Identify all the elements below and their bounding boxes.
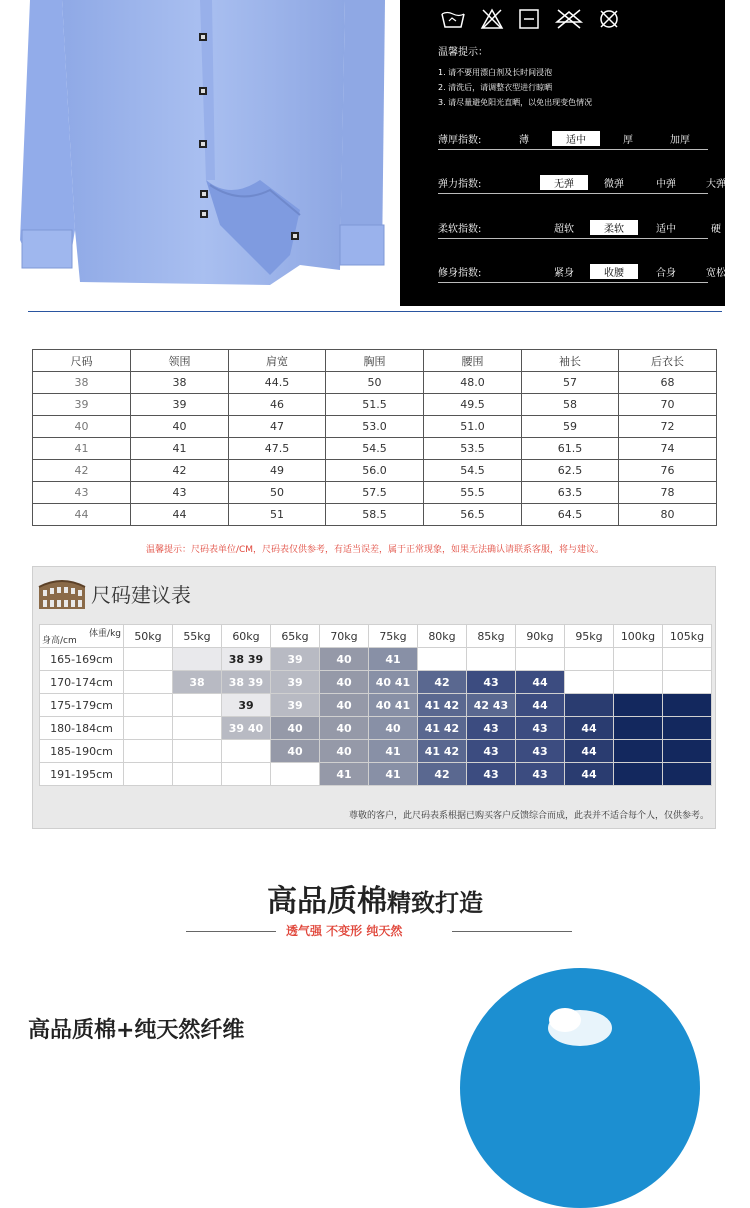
size-cell: 39	[271, 648, 320, 671]
index-option: 超软	[554, 224, 574, 235]
no-bleach-icon	[480, 8, 504, 34]
weight-header: 80kg	[418, 625, 467, 648]
size-cell: 40	[320, 671, 369, 694]
column-header: 腰围	[424, 350, 522, 372]
grid-row	[40, 763, 712, 786]
grid-corner	[40, 625, 124, 648]
size-cell	[124, 671, 173, 694]
size-cell	[663, 694, 712, 717]
table-row	[33, 482, 717, 504]
size-cell: 44	[516, 671, 565, 694]
size-cell	[173, 763, 222, 786]
weight-header: 95kg	[565, 625, 614, 648]
size-cell	[124, 763, 173, 786]
decorative-line	[452, 931, 572, 932]
size-cell	[614, 671, 663, 694]
table-cell: 50	[229, 482, 326, 504]
table-cell: 50	[326, 372, 424, 394]
index-option: 宽松	[706, 268, 726, 279]
size-cell: 41 42	[418, 717, 467, 740]
table-cell: 39	[131, 394, 229, 416]
table-cell: 43	[33, 482, 131, 504]
column-header: 肩宽	[229, 350, 326, 372]
table-cell: 59	[522, 416, 619, 438]
size-cell: 38 39	[222, 648, 271, 671]
table-cell: 56.5	[424, 504, 522, 526]
table-cell: 38	[33, 372, 131, 394]
quality-title-sub: 精致打造	[387, 889, 483, 917]
table-cell: 58.5	[326, 504, 424, 526]
size-cell	[418, 648, 467, 671]
hand-wash-icon	[440, 8, 466, 34]
index-option: 加厚	[670, 135, 690, 146]
size-cell	[614, 717, 663, 740]
size-cell	[565, 648, 614, 671]
weight-header: 60kg	[222, 625, 271, 648]
size-cell	[663, 671, 712, 694]
size-cell: 38 39	[222, 671, 271, 694]
table-cell: 70	[619, 394, 717, 416]
grid-row	[40, 671, 712, 694]
table-cell: 47	[229, 416, 326, 438]
table-cell: 49	[229, 460, 326, 482]
index-label: 修身指数:	[438, 268, 482, 279]
table-cell: 48.0	[424, 372, 522, 394]
table-cell: 72	[619, 416, 717, 438]
size-cell: 40 41	[369, 671, 418, 694]
recommendation-title: 尺码建议表	[91, 583, 191, 607]
care-tips	[438, 65, 592, 110]
size-cell	[614, 648, 663, 671]
grid-row	[40, 717, 712, 740]
table-cell: 41	[33, 438, 131, 460]
size-cell	[565, 694, 614, 717]
size-cell: 41	[369, 648, 418, 671]
index-option-selected: 适中	[552, 131, 600, 146]
index-option-selected: 收腰	[590, 264, 638, 279]
size-cell	[124, 648, 173, 671]
table-cell: 76	[619, 460, 717, 482]
index-option: 合身	[656, 268, 676, 279]
recommendation-footnote: 尊敬的客户，此尺码表系根据已购买客户反馈综合而成，此表并不适合每个人，仅供参考。	[348, 811, 709, 821]
column-header: 袖长	[522, 350, 619, 372]
table-cell: 78	[619, 482, 717, 504]
size-cell	[173, 740, 222, 763]
table-cell: 44	[33, 504, 131, 526]
height-label: 165-169cm	[40, 648, 124, 671]
size-cell	[516, 648, 565, 671]
weight-header: 65kg	[271, 625, 320, 648]
size-cell: 43	[516, 740, 565, 763]
table-cell: 47.5	[229, 438, 326, 460]
no-wring-icon	[598, 8, 620, 34]
fit-index-row	[438, 262, 726, 283]
fabric-photo	[460, 968, 700, 1208]
table-row	[33, 460, 717, 482]
size-cell: 42	[418, 671, 467, 694]
size-cell: 39	[222, 694, 271, 717]
weight-header: 70kg	[320, 625, 369, 648]
weight-header: 90kg	[516, 625, 565, 648]
size-cell: 41	[320, 763, 369, 786]
care-tip: 2. 清洗后，请调整衣型进行晾晒	[438, 83, 553, 92]
size-cell: 39 40	[222, 717, 271, 740]
size-cell	[614, 763, 663, 786]
size-cell	[565, 671, 614, 694]
table-cell: 53.0	[326, 416, 424, 438]
table-cell: 63.5	[522, 482, 619, 504]
size-note: 温馨提示：尺码表单位/CM，尺码表仅供参考，有适当误差，属于正常现象，如果无法确认请联系客服，将与建议。	[145, 545, 605, 555]
table-cell: 44.5	[229, 372, 326, 394]
size-cell	[173, 648, 222, 671]
column-header: 胸围	[326, 350, 424, 372]
index-label: 薄厚指数:	[438, 135, 482, 146]
size-cell	[663, 717, 712, 740]
size-cell	[467, 648, 516, 671]
table-cell: 53.5	[424, 438, 522, 460]
elasticity-index-row	[438, 173, 726, 194]
table-cell: 43	[131, 482, 229, 504]
size-cell: 40	[320, 694, 369, 717]
size-cell: 41 42	[418, 740, 467, 763]
size-cell	[614, 694, 663, 717]
care-tip: 1. 请不要用漂白剂及长时间浸泡	[438, 68, 553, 77]
care-tip: 3. 请尽量避免阳光直晒，以免出现变色情况	[438, 98, 593, 107]
thickness-index-row	[438, 129, 708, 150]
size-cell: 40 41	[369, 694, 418, 717]
weight-axis-label: 体重/kg	[89, 629, 121, 639]
table-cell: 46	[229, 394, 326, 416]
height-axis-label: 身高/cm	[42, 636, 77, 646]
column-header: 领围	[131, 350, 229, 372]
table-row	[33, 416, 717, 438]
table-cell: 49.5	[424, 394, 522, 416]
size-cell	[222, 763, 271, 786]
size-cell: 44	[565, 740, 614, 763]
size-cell: 44	[565, 763, 614, 786]
table-cell: 38	[131, 372, 229, 394]
size-cell: 41	[369, 763, 418, 786]
weight-header: 55kg	[173, 625, 222, 648]
column-header: 尺码	[33, 350, 131, 372]
size-cell: 42	[418, 763, 467, 786]
table-row	[33, 438, 717, 460]
table-cell: 40	[131, 416, 229, 438]
softness-index-row	[438, 218, 721, 239]
index-option: 硬	[711, 224, 721, 235]
no-dry-clean-icon	[554, 8, 584, 34]
size-cell: 40	[320, 740, 369, 763]
weight-header: 100kg	[614, 625, 663, 648]
table-cell: 55.5	[424, 482, 522, 504]
size-cell	[663, 740, 712, 763]
table-cell: 80	[619, 504, 717, 526]
quality-title	[0, 876, 750, 920]
grid-row	[40, 740, 712, 763]
size-cell: 40	[320, 648, 369, 671]
weight-header: 105kg	[663, 625, 712, 648]
size-cell: 43	[516, 717, 565, 740]
column-header: 后衣长	[619, 350, 717, 372]
grid-row	[40, 648, 712, 671]
table-cell: 56.0	[326, 460, 424, 482]
decorative-line	[186, 931, 276, 932]
size-cell: 39	[271, 694, 320, 717]
size-cell: 40	[271, 740, 320, 763]
size-table	[32, 349, 717, 526]
index-option: 微弹	[604, 179, 624, 190]
index-option: 薄	[519, 135, 529, 146]
table-cell: 41	[131, 438, 229, 460]
bottom-heading: 高品质棉+纯天然纤维	[28, 1018, 245, 1043]
colosseum-icon	[37, 573, 87, 611]
size-cell: 40	[271, 717, 320, 740]
height-label: 175-179cm	[40, 694, 124, 717]
size-cell	[124, 717, 173, 740]
size-cell: 38	[173, 671, 222, 694]
weight-header: 85kg	[467, 625, 516, 648]
size-cell	[663, 648, 712, 671]
index-option-selected: 无弹	[540, 175, 588, 190]
size-recommendation-panel	[32, 566, 716, 829]
table-cell: 57	[522, 372, 619, 394]
table-cell: 62.5	[522, 460, 619, 482]
table-cell: 57.5	[326, 482, 424, 504]
table-cell: 39	[33, 394, 131, 416]
weight-header: 50kg	[124, 625, 173, 648]
size-cell: 44	[565, 717, 614, 740]
size-table-header	[33, 350, 717, 372]
grid-row	[40, 694, 712, 717]
size-cell: 39	[271, 671, 320, 694]
size-cell: 43	[516, 763, 565, 786]
size-cell: 43	[467, 740, 516, 763]
index-label: 弹力指数:	[438, 179, 482, 190]
size-cell: 40	[320, 717, 369, 740]
table-cell: 58	[522, 394, 619, 416]
size-cell: 43	[467, 671, 516, 694]
weight-header-row	[40, 625, 712, 648]
size-cell	[124, 740, 173, 763]
table-cell: 68	[619, 372, 717, 394]
size-cell	[124, 694, 173, 717]
quality-title-main: 高品质棉	[267, 884, 387, 919]
index-label: 柔软指数:	[438, 224, 482, 235]
table-cell: 74	[619, 438, 717, 460]
table-cell: 44	[131, 504, 229, 526]
size-cell	[222, 740, 271, 763]
size-cell	[271, 763, 320, 786]
table-cell: 42	[33, 460, 131, 482]
height-label: 185-190cm	[40, 740, 124, 763]
size-cell: 43	[467, 717, 516, 740]
size-cell: 40	[369, 717, 418, 740]
table-cell: 61.5	[522, 438, 619, 460]
table-cell: 54.5	[326, 438, 424, 460]
table-cell: 51.0	[424, 416, 522, 438]
weight-header: 75kg	[369, 625, 418, 648]
height-label: 191-195cm	[40, 763, 124, 786]
size-cell: 42 43	[467, 694, 516, 717]
height-label: 170-174cm	[40, 671, 124, 694]
table-cell: 54.5	[424, 460, 522, 482]
care-panel	[400, 0, 725, 306]
index-option: 适中	[656, 224, 676, 235]
size-cell: 41 42	[418, 694, 467, 717]
table-cell: 40	[33, 416, 131, 438]
size-cell: 41	[369, 740, 418, 763]
table-cell: 51.5	[326, 394, 424, 416]
size-cell: 43	[467, 763, 516, 786]
table-row	[33, 504, 717, 526]
index-option: 厚	[623, 135, 633, 146]
index-option: 大弹	[706, 179, 726, 190]
index-option: 中弹	[656, 179, 676, 190]
recommendation-grid	[39, 624, 712, 786]
size-cell	[614, 740, 663, 763]
table-cell: 51	[229, 504, 326, 526]
table-cell: 42	[131, 460, 229, 482]
index-option: 紧身	[554, 268, 574, 279]
table-cell: 64.5	[522, 504, 619, 526]
table-row	[33, 394, 717, 416]
index-option-selected: 柔软	[590, 220, 638, 235]
size-cell: 44	[516, 694, 565, 717]
care-icons	[440, 8, 620, 34]
size-cell	[173, 694, 222, 717]
table-row	[33, 372, 717, 394]
divider	[28, 311, 722, 312]
tumble-dry-icon	[518, 8, 540, 34]
height-label: 180-184cm	[40, 717, 124, 740]
care-tip-title: 温馨提示：	[438, 47, 488, 58]
shirt-photo	[0, 0, 400, 300]
size-cell	[663, 763, 712, 786]
size-cell	[173, 717, 222, 740]
quality-subtitle: 透气强 不变形 纯天然	[286, 924, 403, 938]
